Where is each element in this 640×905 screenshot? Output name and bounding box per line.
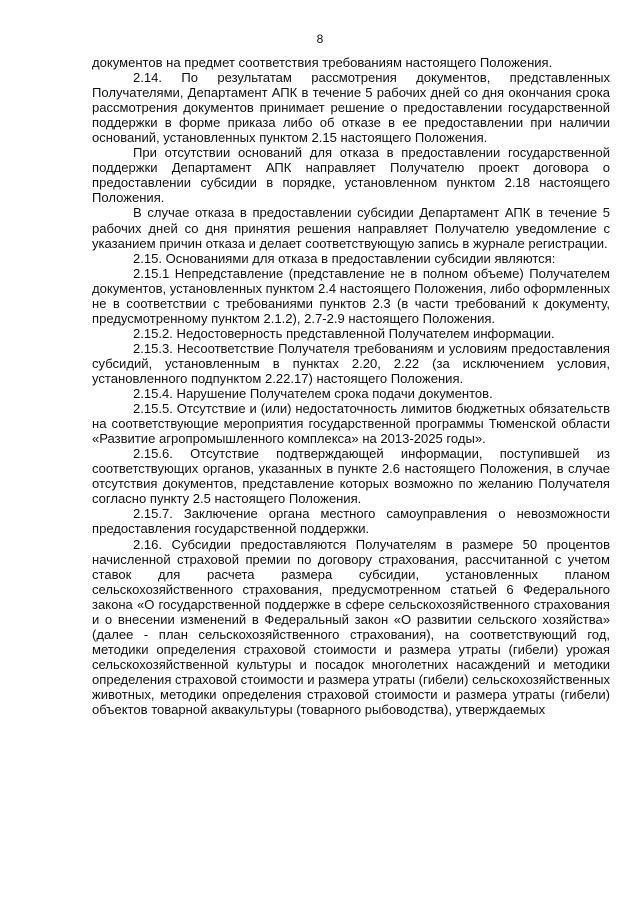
paragraph-2-15-4: 2.15.4. Нарушение Получателем срока подачи документов.	[133, 386, 493, 402]
paragraph-2-15-6: 2.15.6. Отсутствие подтверждающей информации, поступившей из соответствующих органов, указанных в пункте 2.6 настоящего Положения, в случае отсутствия документов, представление которых возможно по желанию Получателя согласно пункту 2.5 настоящего Положения.	[92, 446, 610, 507]
paragraph-project-agreement: При отсутствии оснований для отказа в предоставлении государственной поддержки Департамент АПК направляет Получателю проект договора о предоставлении субсидии в порядке, установленном пунктом 2.18 настоящего Положения.	[92, 145, 610, 206]
paragraph-2-15-1: 2.15.1 Непредставление (представление не в полном объеме) Получателем документов, установленных пунктом 2.4 настоящего Положения, либо оформленных не в соответствии с требованиями пунктов 2.3 (в части требований к документу, предусмотренному пунктом 2.1.2), 2.7-2.9 настоящего Положения.	[92, 265, 611, 326]
paragraph-2-15: 2.15. Основаниями для отказа в предоставлении субсидии являются:	[133, 250, 556, 266]
paragraph-2-15-7: 2.15.7. Заключение органа местного самоуправления о невозможности предоставления государственной поддержки.	[92, 506, 610, 537]
paragraph-2-15-5: 2.15.5. Отсутствие и (или) недостаточность лимитов бюджетных обязательств на соответствующие мероприятия государственной программы Тюменской области «Развитие агропромышленного комплекса» на 2013-2025 годы».	[92, 401, 610, 447]
page-number: 8	[316, 32, 324, 46]
paragraph-2-15-2: 2.15.2. Недостоверность представленной Получателем информации.	[133, 325, 555, 341]
paragraph-2-15-3: 2.15.3. Несоответствие Получателя требованиям и условиям предоставления субсидий, установленным в пунктах 2.20, 2.22 (за исключением условия, установленного подпунктом 2.22.17) настоящего Положения.	[92, 340, 610, 386]
paragraph-refusal-notice: В случае отказа в предоставлении субсидии Департамент АПК в течение 5 рабочих дней со дня принятия решения направляет Получателю уведомление с указанием причин отказа и делает соответствующую запись в журнале регистрации.	[92, 205, 610, 251]
paragraph-2-14: 2.14. По результатам рассмотрения документов, представленных Получателями, Департамент АПК в течение 5 рабочих дней со дня окончания срока рассмотрения документов принимает решение о предоставлении государственной поддержки в форме приказа либо об отказе в ее предоставлении при наличии оснований, установленных пунктом 2.15 настоящего Положения.	[92, 70, 610, 146]
paragraph-2-16: 2.16. Субсидии предоставляются Получателям в размере 50 процентов начисленной страховой премии по договору страхования, рассчитанной с учетом ставок для расчета размера субсидии, установленных планом сельскохозяйственного страхования, предусмотренном статьей 6 Федерального закона «О государственной поддержке в сфере сельскохозяйственного страхования и о внесении изменений в Федеральный закон «О развитии сельского хозяйства» (далее - план сельскохозяйственного страхования), на соответствующий год, методики определения страховой стоимости и размера утраты (гибели) урожая сельскохозяйственной культуры и посадок многолетних насаждений и методики определения страховой стоимости и размера утраты (гибели) сельскохозяйственных животных, методики определения страховой стоимости и размера утраты (гибели) объектов товарной аквакультуры (товарного рыбоводства), утверждаемых	[92, 536, 610, 718]
document-body	[92, 55, 610, 717]
paragraph-continuation: документов на предмет соответствия требованиям настоящего Положения.	[92, 55, 553, 70]
